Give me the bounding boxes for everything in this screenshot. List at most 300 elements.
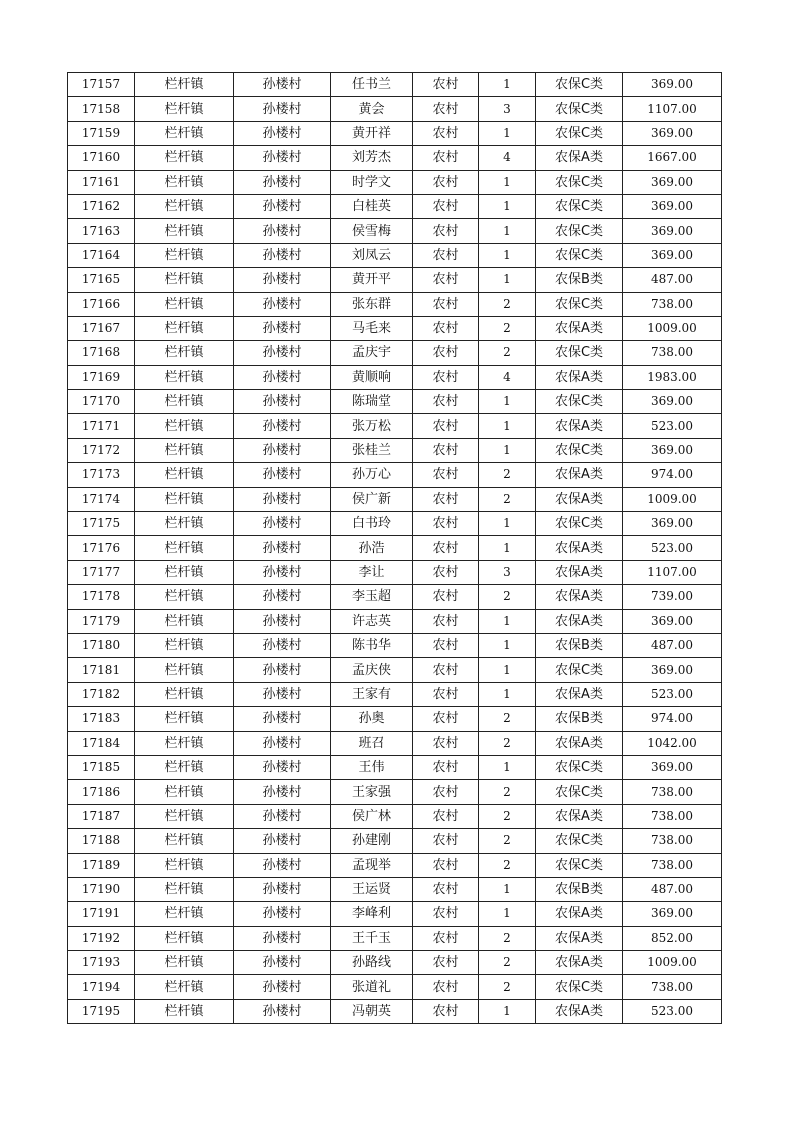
table-row [68,951,722,975]
household-type-cell: 农村 [413,292,479,316]
member-count-cell: 1 [479,438,536,462]
amount-cell: 369.00 [623,73,722,97]
household-type-cell: 农村 [413,975,479,999]
person-name-cell: 时学文 [331,170,413,194]
town-cell: 栏杆镇 [135,829,234,853]
household-type-cell: 农村 [413,780,479,804]
record-id-cell: 17160 [68,146,135,170]
village-cell: 孙楼村 [234,487,331,511]
town-cell: 栏杆镇 [135,341,234,365]
person-name-cell: 张桂兰 [331,438,413,462]
person-name-cell: 刘芳杰 [331,146,413,170]
member-count-cell: 1 [479,243,536,267]
record-id-cell: 17166 [68,292,135,316]
insurance-category-cell: 农保A类 [536,365,623,389]
amount-cell: 1042.00 [623,731,722,755]
person-name-cell: 张道礼 [331,975,413,999]
record-id-cell: 17171 [68,414,135,438]
amount-cell: 1107.00 [623,97,722,121]
household-type-cell: 农村 [413,73,479,97]
insurance-category-cell: 农保A类 [536,926,623,950]
table-row [68,73,722,97]
village-cell: 孙楼村 [234,194,331,218]
table-row [68,121,722,145]
village-cell: 孙楼村 [234,585,331,609]
person-name-cell: 李峰利 [331,902,413,926]
person-name-cell: 孙奥 [331,707,413,731]
table-row [68,390,722,414]
table-row [68,633,722,657]
household-type-cell: 农村 [413,243,479,267]
person-name-cell: 王家强 [331,780,413,804]
member-count-cell: 1 [479,877,536,901]
member-count-cell: 1 [479,999,536,1023]
member-count-cell: 1 [479,682,536,706]
record-id-cell: 17193 [68,951,135,975]
amount-cell: 1009.00 [623,951,722,975]
table-row [68,926,722,950]
amount-cell: 738.00 [623,292,722,316]
household-type-cell: 农村 [413,487,479,511]
member-count-cell: 1 [479,902,536,926]
member-count-cell: 3 [479,560,536,584]
record-id-cell: 17181 [68,658,135,682]
amount-cell: 369.00 [623,194,722,218]
record-id-cell: 17183 [68,707,135,731]
insurance-category-cell: 农保C类 [536,73,623,97]
town-cell: 栏杆镇 [135,146,234,170]
household-type-cell: 农村 [413,170,479,194]
table-row [68,536,722,560]
record-id-cell: 17188 [68,829,135,853]
person-name-cell: 黄会 [331,97,413,121]
table-row [68,463,722,487]
record-id-cell: 17170 [68,390,135,414]
household-type-cell: 农村 [413,609,479,633]
town-cell: 栏杆镇 [135,292,234,316]
insurance-category-cell: 农保A类 [536,682,623,706]
village-cell: 孙楼村 [234,560,331,584]
household-type-cell: 农村 [413,829,479,853]
town-cell: 栏杆镇 [135,853,234,877]
member-count-cell: 4 [479,146,536,170]
table-row [68,292,722,316]
village-cell: 孙楼村 [234,73,331,97]
town-cell: 栏杆镇 [135,975,234,999]
household-type-cell: 农村 [413,219,479,243]
table-row [68,755,722,779]
table-row [68,194,722,218]
amount-cell: 974.00 [623,707,722,731]
village-cell: 孙楼村 [234,512,331,536]
town-cell: 栏杆镇 [135,121,234,145]
person-name-cell: 孙建刚 [331,829,413,853]
member-count-cell: 1 [479,390,536,414]
person-name-cell: 侯雪梅 [331,219,413,243]
insurance-category-cell: 农保C类 [536,438,623,462]
table-row [68,780,722,804]
village-cell: 孙楼村 [234,926,331,950]
record-id-cell: 17162 [68,194,135,218]
record-id-cell: 17167 [68,316,135,340]
household-type-cell: 农村 [413,951,479,975]
amount-cell: 369.00 [623,243,722,267]
amount-cell: 369.00 [623,390,722,414]
person-name-cell: 刘凤云 [331,243,413,267]
record-id-cell: 17189 [68,853,135,877]
record-id-cell: 17178 [68,585,135,609]
amount-cell: 369.00 [623,438,722,462]
table-row [68,804,722,828]
village-cell: 孙楼村 [234,780,331,804]
insurance-category-cell: 农保A类 [536,951,623,975]
record-id-cell: 17191 [68,902,135,926]
person-name-cell: 班召 [331,731,413,755]
record-id-cell: 17182 [68,682,135,706]
person-name-cell: 白书玲 [331,512,413,536]
member-count-cell: 2 [479,341,536,365]
person-name-cell: 李玉超 [331,585,413,609]
household-type-cell: 农村 [413,97,479,121]
insurance-category-cell: 农保A类 [536,804,623,828]
person-name-cell: 孟庆宇 [331,341,413,365]
village-cell: 孙楼村 [234,731,331,755]
insurance-category-cell: 农保C类 [536,658,623,682]
person-name-cell: 许志英 [331,609,413,633]
person-name-cell: 侯广新 [331,487,413,511]
insurance-category-cell: 农保B类 [536,268,623,292]
insurance-category-cell: 农保B类 [536,707,623,731]
insurance-category-cell: 农保A类 [536,414,623,438]
amount-cell: 487.00 [623,268,722,292]
person-name-cell: 李让 [331,560,413,584]
member-count-cell: 2 [479,731,536,755]
table-row [68,219,722,243]
insurance-category-cell: 农保C类 [536,121,623,145]
household-type-cell: 农村 [413,438,479,462]
household-type-cell: 农村 [413,316,479,340]
household-type-cell: 农村 [413,536,479,560]
table-row [68,853,722,877]
village-cell: 孙楼村 [234,268,331,292]
village-cell: 孙楼村 [234,146,331,170]
household-type-cell: 农村 [413,121,479,145]
member-count-cell: 1 [479,512,536,536]
town-cell: 栏杆镇 [135,780,234,804]
household-type-cell: 农村 [413,365,479,389]
member-count-cell: 1 [479,414,536,438]
person-name-cell: 张万松 [331,414,413,438]
person-name-cell: 孙浩 [331,536,413,560]
household-type-cell: 农村 [413,853,479,877]
town-cell: 栏杆镇 [135,585,234,609]
insurance-category-cell: 农保C类 [536,780,623,804]
town-cell: 栏杆镇 [135,365,234,389]
insurance-category-cell: 农保A类 [536,609,623,633]
table-row [68,316,722,340]
person-name-cell: 马毛来 [331,316,413,340]
person-name-cell: 王千玉 [331,926,413,950]
person-name-cell: 黄开祥 [331,121,413,145]
record-id-cell: 17179 [68,609,135,633]
town-cell: 栏杆镇 [135,536,234,560]
amount-cell: 1009.00 [623,316,722,340]
household-type-cell: 农村 [413,926,479,950]
record-id-cell: 17158 [68,97,135,121]
person-name-cell: 冯朝英 [331,999,413,1023]
town-cell: 栏杆镇 [135,999,234,1023]
insurance-category-cell: 农保A类 [536,999,623,1023]
record-id-cell: 17163 [68,219,135,243]
town-cell: 栏杆镇 [135,463,234,487]
member-count-cell: 2 [479,780,536,804]
household-type-cell: 农村 [413,804,479,828]
table-row [68,487,722,511]
amount-cell: 1009.00 [623,487,722,511]
member-count-cell: 2 [479,926,536,950]
person-name-cell: 张东群 [331,292,413,316]
village-cell: 孙楼村 [234,97,331,121]
table-row [68,829,722,853]
insurance-category-cell: 农保A类 [536,731,623,755]
member-count-cell: 2 [479,707,536,731]
table-row [68,999,722,1023]
insurance-category-cell: 农保A类 [536,146,623,170]
amount-cell: 738.00 [623,341,722,365]
village-cell: 孙楼村 [234,951,331,975]
village-cell: 孙楼村 [234,536,331,560]
person-name-cell: 陈书华 [331,633,413,657]
household-type-cell: 农村 [413,146,479,170]
amount-cell: 369.00 [623,658,722,682]
town-cell: 栏杆镇 [135,390,234,414]
insurance-category-cell: 农保C类 [536,219,623,243]
household-type-cell: 农村 [413,633,479,657]
town-cell: 栏杆镇 [135,97,234,121]
household-type-cell: 农村 [413,560,479,584]
member-count-cell: 1 [479,536,536,560]
insurance-category-cell: 农保A类 [536,585,623,609]
amount-cell: 369.00 [623,121,722,145]
insurance-category-cell: 农保C类 [536,829,623,853]
person-name-cell: 孙万心 [331,463,413,487]
village-cell: 孙楼村 [234,219,331,243]
village-cell: 孙楼村 [234,243,331,267]
household-type-cell: 农村 [413,512,479,536]
table-row [68,365,722,389]
town-cell: 栏杆镇 [135,487,234,511]
household-type-cell: 农村 [413,341,479,365]
member-count-cell: 1 [479,755,536,779]
amount-cell: 369.00 [623,219,722,243]
town-cell: 栏杆镇 [135,804,234,828]
member-count-cell: 1 [479,658,536,682]
member-count-cell: 1 [479,219,536,243]
member-count-cell: 2 [479,975,536,999]
table-row [68,731,722,755]
village-cell: 孙楼村 [234,633,331,657]
town-cell: 栏杆镇 [135,512,234,536]
amount-cell: 487.00 [623,877,722,901]
household-type-cell: 农村 [413,414,479,438]
household-type-cell: 农村 [413,755,479,779]
person-name-cell: 白桂英 [331,194,413,218]
amount-cell: 523.00 [623,536,722,560]
record-id-cell: 17174 [68,487,135,511]
member-count-cell: 1 [479,268,536,292]
amount-cell: 487.00 [623,633,722,657]
member-count-cell: 3 [479,97,536,121]
member-count-cell: 2 [479,487,536,511]
village-cell: 孙楼村 [234,829,331,853]
member-count-cell: 4 [479,365,536,389]
town-cell: 栏杆镇 [135,560,234,584]
household-type-cell: 农村 [413,902,479,926]
table-row [68,585,722,609]
person-name-cell: 孟现举 [331,853,413,877]
town-cell: 栏杆镇 [135,877,234,901]
town-cell: 栏杆镇 [135,194,234,218]
table-row [68,682,722,706]
amount-cell: 369.00 [623,755,722,779]
record-id-cell: 17157 [68,73,135,97]
table-row [68,97,722,121]
village-cell: 孙楼村 [234,170,331,194]
member-count-cell: 2 [479,804,536,828]
amount-cell: 974.00 [623,463,722,487]
insurance-category-cell: 农保C类 [536,97,623,121]
amount-cell: 738.00 [623,780,722,804]
town-cell: 栏杆镇 [135,73,234,97]
member-count-cell: 1 [479,194,536,218]
record-id-cell: 17192 [68,926,135,950]
village-cell: 孙楼村 [234,463,331,487]
insurance-category-cell: 农保C类 [536,755,623,779]
village-cell: 孙楼村 [234,390,331,414]
record-id-cell: 17195 [68,999,135,1023]
record-id-cell: 17165 [68,268,135,292]
insurance-category-cell: 农保C类 [536,292,623,316]
village-cell: 孙楼村 [234,804,331,828]
record-id-cell: 17180 [68,633,135,657]
town-cell: 栏杆镇 [135,682,234,706]
amount-cell: 852.00 [623,926,722,950]
household-type-cell: 农村 [413,390,479,414]
insurance-category-cell: 农保B类 [536,633,623,657]
record-id-cell: 17175 [68,512,135,536]
record-id-cell: 17172 [68,438,135,462]
person-name-cell: 王运贤 [331,877,413,901]
insurance-category-cell: 农保A类 [536,463,623,487]
household-type-cell: 农村 [413,194,479,218]
insurance-category-cell: 农保C类 [536,853,623,877]
member-count-cell: 2 [479,585,536,609]
amount-cell: 523.00 [623,682,722,706]
insurance-category-cell: 农保A类 [536,316,623,340]
member-count-cell: 2 [479,463,536,487]
member-count-cell: 1 [479,121,536,145]
table-body [68,73,722,1024]
village-cell: 孙楼村 [234,341,331,365]
town-cell: 栏杆镇 [135,707,234,731]
village-cell: 孙楼村 [234,707,331,731]
town-cell: 栏杆镇 [135,926,234,950]
village-cell: 孙楼村 [234,658,331,682]
village-cell: 孙楼村 [234,853,331,877]
table-row [68,902,722,926]
village-cell: 孙楼村 [234,902,331,926]
record-id-cell: 17186 [68,780,135,804]
amount-cell: 1107.00 [623,560,722,584]
town-cell: 栏杆镇 [135,658,234,682]
amount-cell: 369.00 [623,512,722,536]
town-cell: 栏杆镇 [135,170,234,194]
amount-cell: 738.00 [623,853,722,877]
town-cell: 栏杆镇 [135,609,234,633]
amount-cell: 369.00 [623,170,722,194]
town-cell: 栏杆镇 [135,438,234,462]
person-name-cell: 黄顺响 [331,365,413,389]
table-row [68,975,722,999]
table-row [68,414,722,438]
village-cell: 孙楼村 [234,316,331,340]
table-row [68,560,722,584]
member-count-cell: 1 [479,633,536,657]
member-count-cell: 2 [479,951,536,975]
village-cell: 孙楼村 [234,438,331,462]
insurance-category-cell: 农保C类 [536,512,623,536]
village-cell: 孙楼村 [234,755,331,779]
insurance-category-cell: 农保C类 [536,390,623,414]
person-name-cell: 孟庆侠 [331,658,413,682]
town-cell: 栏杆镇 [135,414,234,438]
record-id-cell: 17190 [68,877,135,901]
town-cell: 栏杆镇 [135,316,234,340]
insurance-category-cell: 农保A类 [536,487,623,511]
town-cell: 栏杆镇 [135,731,234,755]
household-type-cell: 农村 [413,585,479,609]
person-name-cell: 黄开平 [331,268,413,292]
town-cell: 栏杆镇 [135,755,234,779]
table-row [68,512,722,536]
record-id-cell: 17173 [68,463,135,487]
amount-cell: 523.00 [623,414,722,438]
amount-cell: 369.00 [623,609,722,633]
person-name-cell: 陈瑞堂 [331,390,413,414]
household-type-cell: 农村 [413,999,479,1023]
table-row [68,609,722,633]
record-id-cell: 17187 [68,804,135,828]
town-cell: 栏杆镇 [135,243,234,267]
person-name-cell: 王家有 [331,682,413,706]
household-type-cell: 农村 [413,707,479,731]
amount-cell: 738.00 [623,975,722,999]
amount-cell: 738.00 [623,804,722,828]
village-cell: 孙楼村 [234,414,331,438]
record-id-cell: 17185 [68,755,135,779]
member-count-cell: 2 [479,829,536,853]
table-row [68,146,722,170]
village-cell: 孙楼村 [234,609,331,633]
household-type-cell: 农村 [413,877,479,901]
person-name-cell: 王伟 [331,755,413,779]
table-row [68,268,722,292]
household-type-cell: 农村 [413,731,479,755]
insurance-category-cell: 农保B类 [536,877,623,901]
table-row [68,170,722,194]
village-cell: 孙楼村 [234,682,331,706]
person-name-cell: 任书兰 [331,73,413,97]
